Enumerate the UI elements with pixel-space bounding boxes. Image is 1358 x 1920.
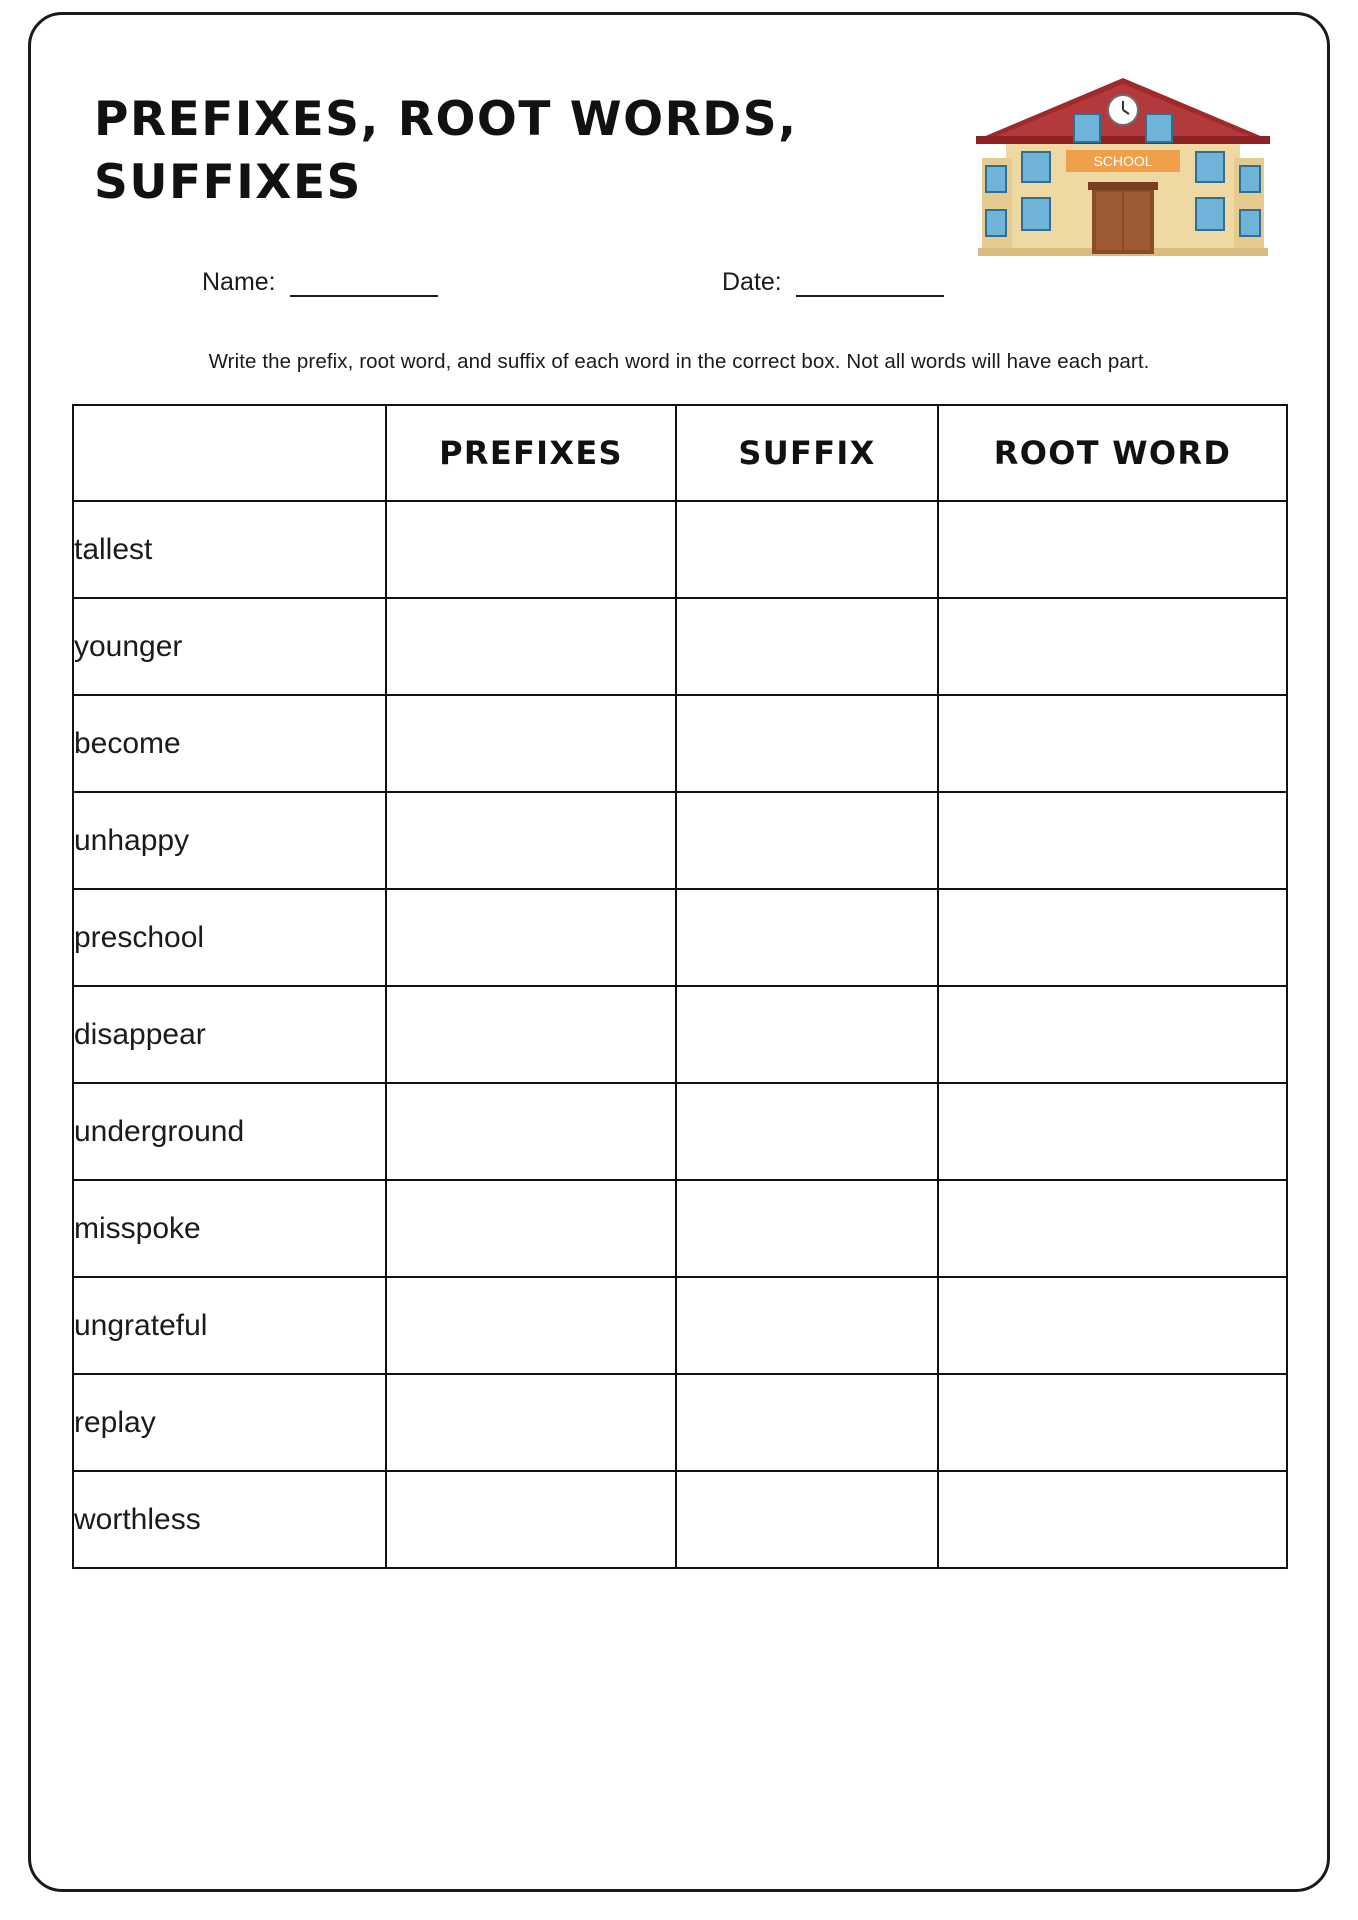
prefix-answer-cell[interactable]	[386, 1471, 676, 1568]
word-cell: younger	[73, 598, 386, 695]
word-cell: disappear	[73, 986, 386, 1083]
table-header-word	[73, 405, 386, 501]
root-answer-cell[interactable]	[938, 598, 1287, 695]
name-field[interactable]	[202, 268, 438, 297]
word-cell: become	[73, 695, 386, 792]
root-answer-cell[interactable]	[938, 1277, 1287, 1374]
prefix-answer-cell[interactable]	[386, 1277, 676, 1374]
table-body	[73, 501, 1287, 1568]
name-label: Name:	[202, 268, 276, 296]
suffix-answer-cell[interactable]	[676, 1277, 938, 1374]
suffix-answer-cell[interactable]	[676, 1374, 938, 1471]
root-answer-cell[interactable]	[938, 695, 1287, 792]
suffix-answer-cell[interactable]	[676, 501, 938, 598]
suffix-answer-cell[interactable]	[676, 695, 938, 792]
root-answer-cell[interactable]	[938, 986, 1287, 1083]
root-answer-cell[interactable]	[938, 889, 1287, 986]
prefix-answer-cell[interactable]	[386, 792, 676, 889]
table-row	[73, 1374, 1287, 1471]
instructions-text: Write the prefix, root word, and suffix of each word in the correct box. Not all words will have each part.	[208, 350, 1150, 373]
name-input-blank[interactable]	[290, 269, 438, 297]
worksheet-table	[72, 404, 1288, 1569]
svg-text:SCHOOL: SCHOOL	[1093, 153, 1153, 169]
table-row	[73, 501, 1287, 598]
table-header-row	[73, 405, 1287, 501]
word-cell: tallest	[73, 501, 386, 598]
worksheet-table-wrap	[72, 404, 1286, 1569]
root-answer-cell[interactable]	[938, 1083, 1287, 1180]
date-input-blank[interactable]	[796, 269, 944, 297]
root-answer-cell[interactable]	[938, 501, 1287, 598]
root-answer-cell[interactable]	[938, 1180, 1287, 1277]
table-row	[73, 889, 1287, 986]
table-header-root-word: ROOT WORD	[938, 405, 1287, 501]
suffix-answer-cell[interactable]	[676, 598, 938, 695]
root-answer-cell[interactable]	[938, 1471, 1287, 1568]
table-row	[73, 1471, 1287, 1568]
table-row	[73, 986, 1287, 1083]
header-row	[72, 60, 1286, 240]
word-cell: ungrateful	[73, 1277, 386, 1374]
word-cell: underground	[73, 1083, 386, 1180]
suffix-answer-cell[interactable]	[676, 1471, 938, 1568]
suffix-answer-cell[interactable]	[676, 889, 938, 986]
table-row	[73, 792, 1287, 889]
suffix-answer-cell[interactable]	[676, 1083, 938, 1180]
table-row	[73, 1083, 1287, 1180]
prefix-answer-cell[interactable]	[386, 1180, 676, 1277]
prefix-answer-cell[interactable]	[386, 1083, 676, 1180]
table-row	[73, 1180, 1287, 1277]
word-cell: misspoke	[73, 1180, 386, 1277]
date-field[interactable]	[722, 268, 944, 297]
word-cell: worthless	[73, 1471, 386, 1568]
word-cell: replay	[73, 1374, 386, 1471]
table-row	[73, 1277, 1287, 1374]
suffix-answer-cell[interactable]	[676, 986, 938, 1083]
table-header-prefixes: PREFIXES	[386, 405, 676, 501]
word-cell: preschool	[73, 889, 386, 986]
table-header-suffix: SUFFIX	[676, 405, 938, 501]
root-answer-cell[interactable]	[938, 792, 1287, 889]
prefix-answer-cell[interactable]	[386, 598, 676, 695]
date-label: Date:	[722, 268, 782, 296]
table-row	[73, 598, 1287, 695]
worksheet-content	[72, 60, 1286, 1569]
table-row	[73, 695, 1287, 792]
root-answer-cell[interactable]	[938, 1374, 1287, 1471]
suffix-answer-cell[interactable]	[676, 1180, 938, 1277]
suffix-answer-cell[interactable]	[676, 792, 938, 889]
prefix-answer-cell[interactable]	[386, 986, 676, 1083]
prefix-answer-cell[interactable]	[386, 1374, 676, 1471]
prefix-answer-cell[interactable]	[386, 501, 676, 598]
name-date-row	[72, 268, 1286, 318]
prefix-answer-cell[interactable]	[386, 695, 676, 792]
school-building-illustration	[970, 70, 1276, 260]
prefix-answer-cell[interactable]	[386, 889, 676, 986]
word-cell: unhappy	[73, 792, 386, 889]
page-title: PREFIXES, ROOT WORDS, SUFFIXES	[94, 92, 798, 211]
